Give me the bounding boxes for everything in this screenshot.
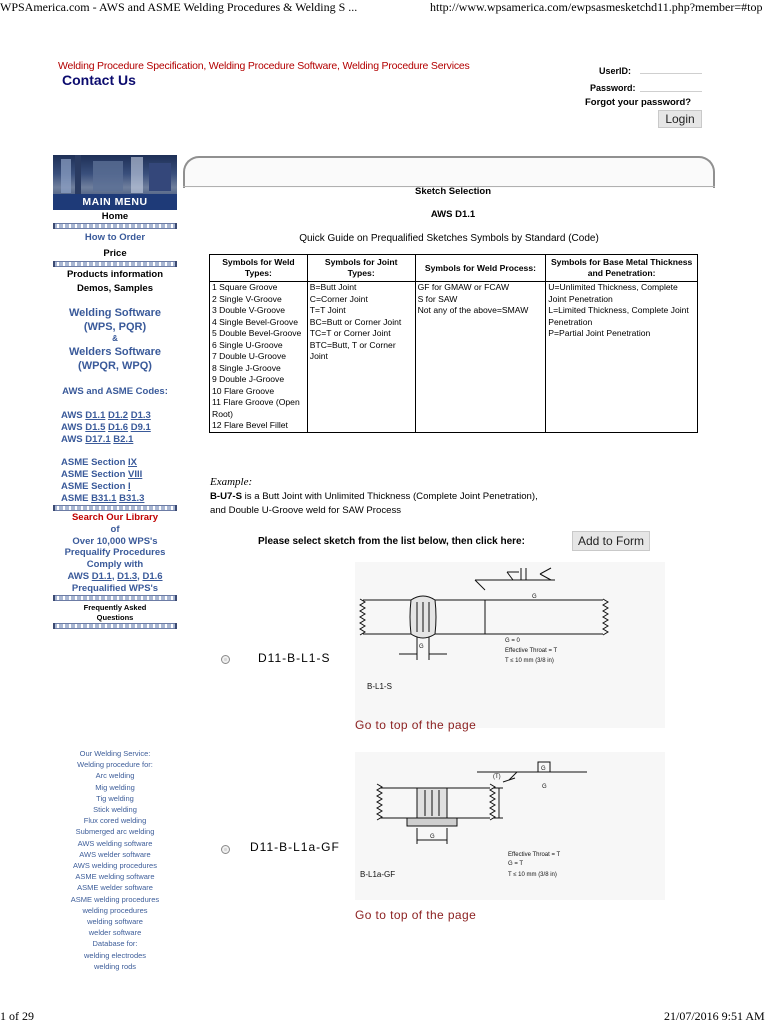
aws-prefix: AWS bbox=[61, 422, 83, 433]
sketch-2-note: T ≤ 10 mm (3/8 in) bbox=[508, 872, 557, 878]
table-cell-line: 11 Flare Groove (Open Root) bbox=[212, 397, 300, 419]
table-cell-line: T=T Joint bbox=[309, 305, 346, 315]
service-link[interactable]: ASME welder software bbox=[77, 883, 153, 893]
aws-prefix: AWS bbox=[61, 434, 83, 445]
table-header: Symbols for Weld Process: bbox=[415, 255, 546, 282]
library-codes: AWS D1.1, D1.3, D1.6 bbox=[67, 571, 163, 582]
service-link[interactable]: welding software bbox=[87, 917, 143, 927]
asme-prefix: ASME Section bbox=[61, 481, 126, 492]
weld-types-cell bbox=[210, 282, 308, 433]
example-heading: Example: bbox=[210, 476, 253, 488]
table-row bbox=[210, 282, 698, 433]
password-label: Password: bbox=[590, 83, 636, 93]
table-cell-line: 8 Single J-Groove bbox=[212, 362, 281, 373]
content-panel-header bbox=[183, 156, 715, 188]
how-to-order-link[interactable]: How to Order bbox=[84, 232, 146, 243]
print-page-title: WPSAmerica.com - AWS and ASME Welding Procedures & Welding S ... bbox=[0, 0, 358, 14]
sketch-1-label[interactable]: D11-B-L1-S bbox=[258, 651, 331, 665]
weld-process-cell bbox=[415, 282, 546, 433]
library-code-link[interactable]: D1.3 bbox=[117, 571, 138, 582]
main-menu-title: MAIN MENU bbox=[53, 194, 177, 210]
sketch-1-note: T ≤ 10 mm (3/8 in) bbox=[505, 658, 554, 664]
service-link[interactable]: Tig welding bbox=[96, 793, 134, 803]
table-cell-line: P=Partial Joint Penetration bbox=[548, 328, 651, 338]
symbols-table bbox=[209, 254, 698, 433]
table-cell-line: BTC=Butt, T or Corner Joint bbox=[309, 339, 396, 361]
aws-code-link[interactable]: D1.6 bbox=[108, 422, 129, 433]
library-text: Comply with bbox=[86, 559, 144, 570]
service-link[interactable]: AWS welding software bbox=[77, 838, 153, 848]
example-line-2: and Double U-Groove weld for SAW Process bbox=[210, 505, 402, 516]
prequalified-wps-link[interactable]: Prequalified WPS's bbox=[71, 583, 159, 594]
example-code: B-U7-S bbox=[210, 491, 242, 502]
asme-i-link[interactable]: I bbox=[128, 481, 131, 492]
price-link[interactable]: Price bbox=[103, 248, 127, 259]
go-to-top-link[interactable]: Go to top of the page bbox=[355, 908, 477, 922]
print-page-url: http://www.wpsamerica.com/ewpsasmesketchd11.php?member=#top bbox=[430, 0, 763, 14]
service-link[interactable]: Submerged arc welding bbox=[75, 827, 155, 837]
forgot-password-link[interactable]: Forgot your password? bbox=[585, 97, 692, 108]
aws-code-link[interactable]: D1.2 bbox=[108, 410, 129, 421]
thickness-cell bbox=[546, 282, 698, 433]
menu-divider bbox=[53, 223, 177, 229]
table-cell-line: S for SAW bbox=[417, 293, 458, 304]
table-header: Symbols for Base Metal Thickness and Penetration: bbox=[546, 255, 698, 282]
asme-b-prefix: ASME bbox=[61, 493, 89, 504]
library-code-link[interactable]: D1.6 bbox=[142, 571, 163, 582]
table-cell-line: 6 Single U-Groove bbox=[212, 339, 283, 350]
sketch-1-g-dim-label: G bbox=[419, 644, 424, 650]
menu-divider bbox=[53, 623, 177, 629]
aws-codes-list bbox=[61, 410, 151, 446]
table-cell-line: 7 Double U-Groove bbox=[212, 351, 287, 361]
table-cell-line: 9 Double J-Groove bbox=[212, 374, 285, 384]
table-cell-line: C=Corner Joint bbox=[309, 293, 368, 304]
menu-divider bbox=[53, 505, 177, 511]
service-link: Database for: bbox=[92, 939, 138, 949]
asme-codes-list bbox=[61, 457, 144, 505]
table-cell-line: GF for GMAW or FCAW bbox=[417, 282, 510, 292]
welding-software-sub[interactable]: (WPS, PQR) bbox=[83, 321, 147, 333]
software-ampersand: & bbox=[112, 334, 118, 343]
table-cell-line: 10 Flare Groove bbox=[212, 385, 275, 396]
home-link[interactable]: Home bbox=[101, 211, 129, 222]
sketch-1-radio[interactable] bbox=[221, 655, 230, 664]
welders-software-sub[interactable]: (WPQR, WPQ) bbox=[78, 360, 152, 372]
service-link[interactable]: welding electrodes bbox=[83, 950, 147, 960]
userid-label: UserID: bbox=[599, 66, 632, 76]
table-cell-line: 4 Single Bevel-Groove bbox=[212, 316, 298, 327]
sketch-1-note: G = 0 bbox=[505, 638, 520, 644]
table-cell-line: TC=T or Corner Joint bbox=[309, 328, 391, 338]
table-header: Symbols for Joint Types: bbox=[307, 255, 415, 282]
sketch-2-label[interactable]: D11-B-L1a-GF bbox=[250, 840, 340, 854]
menu-divider bbox=[53, 595, 177, 601]
sketch-1-note: Effective Throat = T bbox=[505, 648, 558, 654]
table-header: Symbols for Weld Types: bbox=[210, 255, 308, 282]
service-link[interactable]: Arc welding bbox=[95, 771, 135, 781]
faq-link[interactable]: Frequently Asked bbox=[83, 603, 147, 612]
login-button[interactable]: Login bbox=[658, 110, 702, 128]
example-text bbox=[210, 490, 538, 518]
demos-samples-link[interactable]: Demos, Samples bbox=[76, 283, 154, 294]
faq-link-line2[interactable]: Questions bbox=[96, 613, 134, 622]
service-links-list bbox=[53, 748, 177, 972]
search-library-link[interactable]: Search Our Library bbox=[71, 512, 159, 523]
table-cell-line: 1 Square Groove bbox=[212, 282, 278, 292]
asme-prefix: ASME Section bbox=[61, 457, 126, 468]
page-title: Sketch Selection bbox=[414, 186, 492, 197]
table-cell-line: 5 Double Bevel-Groove bbox=[212, 328, 302, 338]
sketch-2-note: G = T bbox=[508, 861, 524, 867]
asme-prefix: ASME Section bbox=[61, 469, 126, 480]
asme-b313-link[interactable]: B31.3 bbox=[119, 493, 145, 504]
aws-prefix: AWS bbox=[61, 410, 83, 421]
library-code-link[interactable]: D1.1 bbox=[91, 571, 112, 582]
sketch-1-g-label: G bbox=[532, 594, 537, 600]
aws-code-link[interactable]: D17.1 bbox=[85, 434, 111, 445]
service-link: Our Welding Service: bbox=[79, 749, 151, 758]
service-link: Welding procedure for: bbox=[77, 760, 153, 770]
service-link[interactable]: Stick welding bbox=[93, 805, 137, 815]
service-link[interactable]: ASME welding procedures bbox=[70, 894, 160, 904]
aws-code-link[interactable]: D1.1 bbox=[85, 410, 106, 421]
butt-joint-sketch bbox=[355, 562, 665, 728]
contact-us-link[interactable]: Contact Us bbox=[62, 72, 136, 88]
aws-code-link[interactable]: B2.1 bbox=[113, 434, 134, 445]
go-to-top-link[interactable]: Go to top of the page bbox=[355, 718, 477, 732]
aws-code-link[interactable]: D9.1 bbox=[130, 422, 151, 433]
service-link[interactable]: welding rods bbox=[93, 961, 137, 971]
menu-divider bbox=[53, 261, 177, 267]
service-link[interactable]: Mig welding bbox=[95, 782, 135, 792]
print-datetime: 21/07/2016 9:51 AM bbox=[664, 1009, 765, 1023]
library-text: Prequalify Procedures bbox=[64, 547, 166, 558]
sketch-2-g-label: G bbox=[542, 784, 547, 790]
aws-code-link[interactable]: D1.5 bbox=[85, 422, 106, 433]
sketch-2-note: Effective Throat = T bbox=[508, 852, 561, 858]
table-cell-line: Not any of the above=SMAW bbox=[417, 305, 529, 315]
code-title: AWS D1.1 bbox=[430, 209, 476, 220]
service-link[interactable]: welding procedures bbox=[82, 905, 148, 915]
service-link[interactable]: ASME welding software bbox=[75, 872, 155, 882]
sketch-image-b-l1a-gf bbox=[355, 752, 665, 900]
service-link[interactable]: welder software bbox=[88, 928, 142, 938]
joint-types-cell bbox=[307, 282, 415, 433]
table-cell-line: U=Unlimited Thickness, Complete Joint Penetration bbox=[548, 282, 678, 304]
userid-input[interactable] bbox=[640, 62, 702, 74]
sketch-image-b-l1-s bbox=[355, 562, 665, 728]
table-cell-line: L=Limited Thickness, Complete Joint Penetration bbox=[548, 305, 689, 327]
products-info-link[interactable]: Products information bbox=[66, 269, 164, 280]
sketch-1-image-label: B-L1-S bbox=[367, 682, 392, 691]
codes-title: AWS and ASME Codes: bbox=[62, 386, 168, 397]
sketch-2-g-dim-label: G bbox=[430, 834, 435, 840]
butt-joint-backing-sketch bbox=[355, 752, 665, 900]
site-tagline[interactable]: Welding Procedure Specification, Welding Procedure Software, Welding Procedure Services bbox=[58, 60, 470, 72]
table-cell-line: 12 Flare Bevel Fillet bbox=[212, 420, 288, 430]
table-header-row bbox=[210, 255, 698, 282]
library-text: of bbox=[110, 524, 120, 535]
sketch-2-radio[interactable] bbox=[221, 845, 230, 854]
table-cell-line: 3 Double V-Groove bbox=[212, 305, 286, 315]
select-instruction: Please select sketch from the list below, then click here: bbox=[258, 536, 525, 547]
welding-software-link[interactable]: Welding Software bbox=[68, 307, 162, 319]
aws-code-link[interactable]: D1.3 bbox=[130, 410, 151, 421]
sketch-2-t-label: (T) bbox=[493, 774, 501, 780]
service-link[interactable]: AWS welder software bbox=[79, 849, 151, 859]
quick-guide-title: Quick Guide on Prequalified Sketches Symbols by Standard (Code) bbox=[299, 233, 599, 244]
library-text: Over 10,000 WPS's bbox=[72, 536, 158, 547]
print-page-number: 1 of 29 bbox=[0, 1009, 34, 1023]
asme-b311-link[interactable]: B31.1 bbox=[91, 493, 117, 504]
table-cell-line: 2 Single V-Groove bbox=[212, 293, 282, 304]
welders-software-link[interactable]: Welders Software bbox=[68, 346, 162, 358]
table-cell-line: BC=Butt or Corner Joint bbox=[309, 316, 402, 327]
add-to-form-button[interactable]: Add to Form bbox=[572, 531, 650, 551]
sketch-2-box-label: G bbox=[541, 766, 546, 772]
example-line-1: is a Butt Joint with Unlimited Thickness (Complete Joint Penetration), bbox=[241, 491, 538, 502]
sketch-2-image-label: B-L1a-GF bbox=[360, 870, 396, 879]
password-input[interactable] bbox=[640, 80, 702, 92]
asme-ix-link[interactable]: IX bbox=[128, 457, 138, 468]
library-aws-prefix: AWS bbox=[67, 571, 90, 582]
asme-viii-link[interactable]: VIII bbox=[128, 469, 143, 480]
service-link[interactable]: AWS welding procedures bbox=[73, 861, 157, 871]
service-link[interactable]: Flux cored welding bbox=[83, 816, 147, 826]
table-cell-line: B=Butt Joint bbox=[309, 282, 357, 292]
